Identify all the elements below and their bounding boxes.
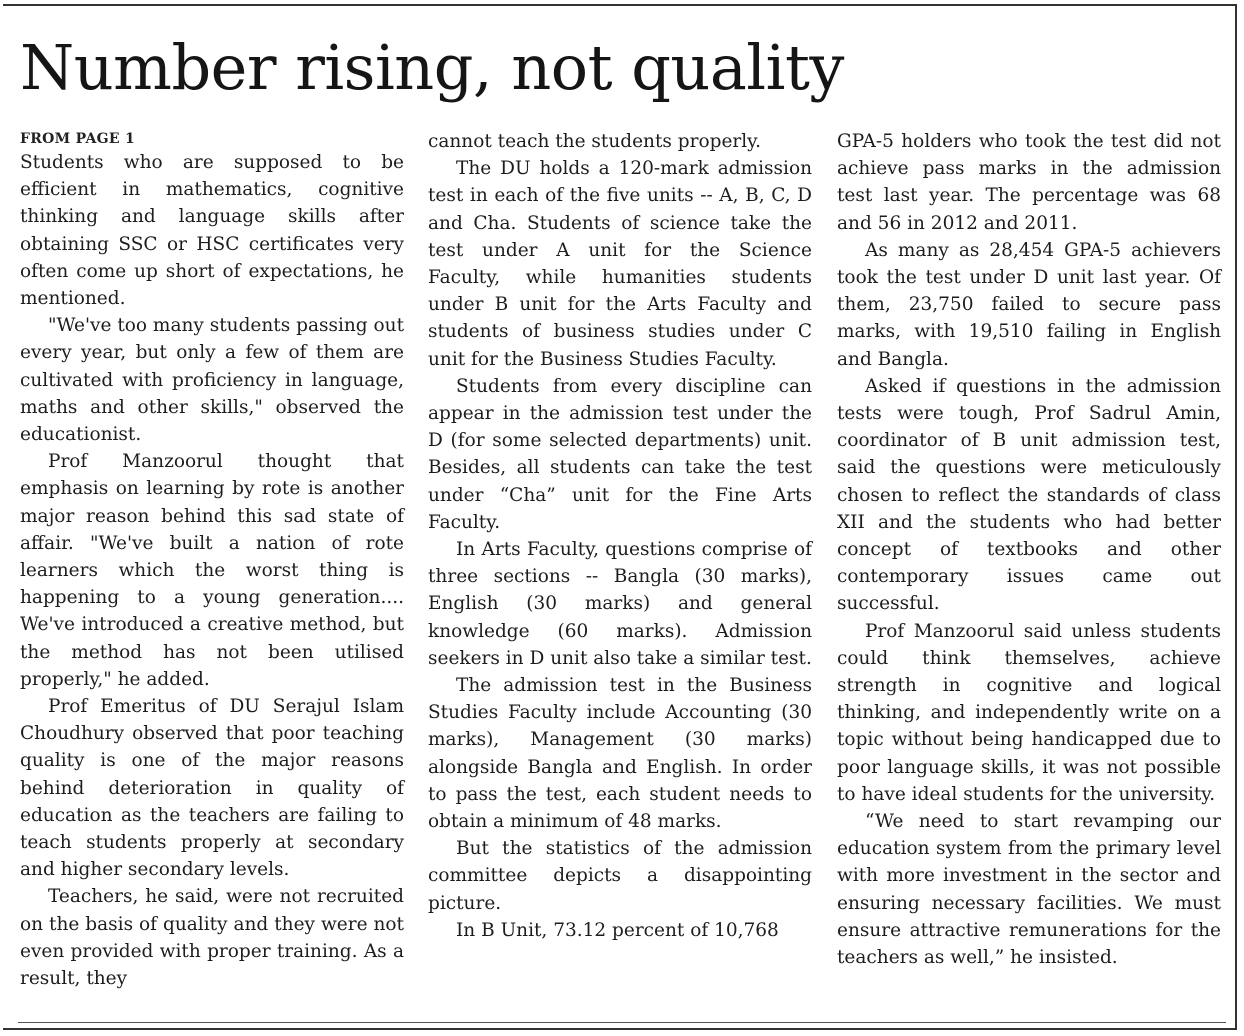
article-column-1: [20, 128, 404, 992]
paragraph: Teachers, he said, were not recruited on the basis of quality and they were not even provided with proper training. As a result, they: [20, 886, 404, 990]
paragraph: "We've too many students passing out every year, but only a few of them are cultivated with proficiency in language, maths and other skills," observed the educationist.: [20, 315, 404, 446]
kicker: FROM PAGE 1: [20, 131, 136, 147]
paragraph: In Arts Faculty, questions comprise of three sections -- Bangla (30 marks), English (30 marks) and general knowledge (60 marks). Admission seekers in D unit also take a similar test.: [428, 539, 812, 669]
paragraph: But the statistics of the admission committee depicts a disappointing picture.: [428, 838, 812, 914]
paragraph: Prof Manzoorul thought that emphasis on learning by rote is another major reason behind this sad state of affair. "We've built a nation of rote learners which the worst thing is happening to a young generation.... We've introduced a creative method, but the method has not been utilised properly," he added.: [20, 451, 404, 690]
paragraph: GPA-5 holders who took the test did not achieve pass marks in the admission test last year. The percentage was 68 and 56 in 2012 and 2011.: [837, 131, 1221, 234]
bottom-rule: [18, 1022, 1226, 1023]
paragraph: “We need to start revamping our education system from the primary level with more investment in the sector and ensuring necessary facilities. We must ensure attractive remunerations for the teachers as well,” he insisted.: [837, 811, 1221, 969]
paragraph: As many as 28,454 GPA-5 achievers took the test under D unit last year. Of them, 23,750 failed to secure pass marks, with 19,510 failing in English and Bangla.: [837, 239, 1221, 370]
paragraph: Asked if questions in the admission tests were tough, Prof Sadrul Amin, coordinator of B unit admission test, said the questions were meticulously chosen to reflect the standards of class XII and the students who had better concept of textbooks and other contemporary issues came out successful.: [837, 375, 1221, 615]
article-column-2: [428, 128, 812, 944]
headline: Number rising, not quality: [20, 31, 844, 104]
paragraph: Prof Manzoorul said unless students could think themselves, achieve strength in cognitive and logical thinking, and independently write on a topic without being handicapped due to poor language skills, it was not possible to have ideal students for the university.: [837, 620, 1221, 805]
paragraph: Prof Emeritus of DU Serajul Islam Choudhury observed that poor teaching quality is one of the major reasons behind deterioration in quality of education as the teachers are failing to teach students properly at secondary and higher secondary levels.: [20, 696, 404, 881]
paragraph: The admission test in the Business Studies Faculty include Accounting (30 marks), Management (30 marks) alongside Bangla and English. In order to pass the test, each student needs to obtain a minimum of 48 marks.: [428, 675, 812, 833]
article-column-3: [837, 128, 1221, 971]
paragraph: Students who are supposed to be efficient in mathematics, cognitive thinking and language skills after obtaining SSC or HSC certificates very often come up short of expectations, he mentioned.: [20, 152, 404, 310]
paragraph: Students from every discipline can appear in the admission test under the D (for some selected departments) unit. Besides, all students can take the test under “Cha” unit for the Fine Arts Faculty.: [428, 375, 812, 533]
paragraph: In B Unit, 73.12 percent of 10,768: [456, 919, 779, 941]
paragraph: The DU holds a 120-mark admission test in each of the five units -- A, B, C, D and Cha. Students of science take the test under A unit for the Science Faculty, while humanities students under B unit for the Arts Faculty and students of business studies under C unit for the Business Studies Faculty.: [428, 158, 812, 370]
paragraph: cannot teach the students properly.: [428, 131, 762, 152]
